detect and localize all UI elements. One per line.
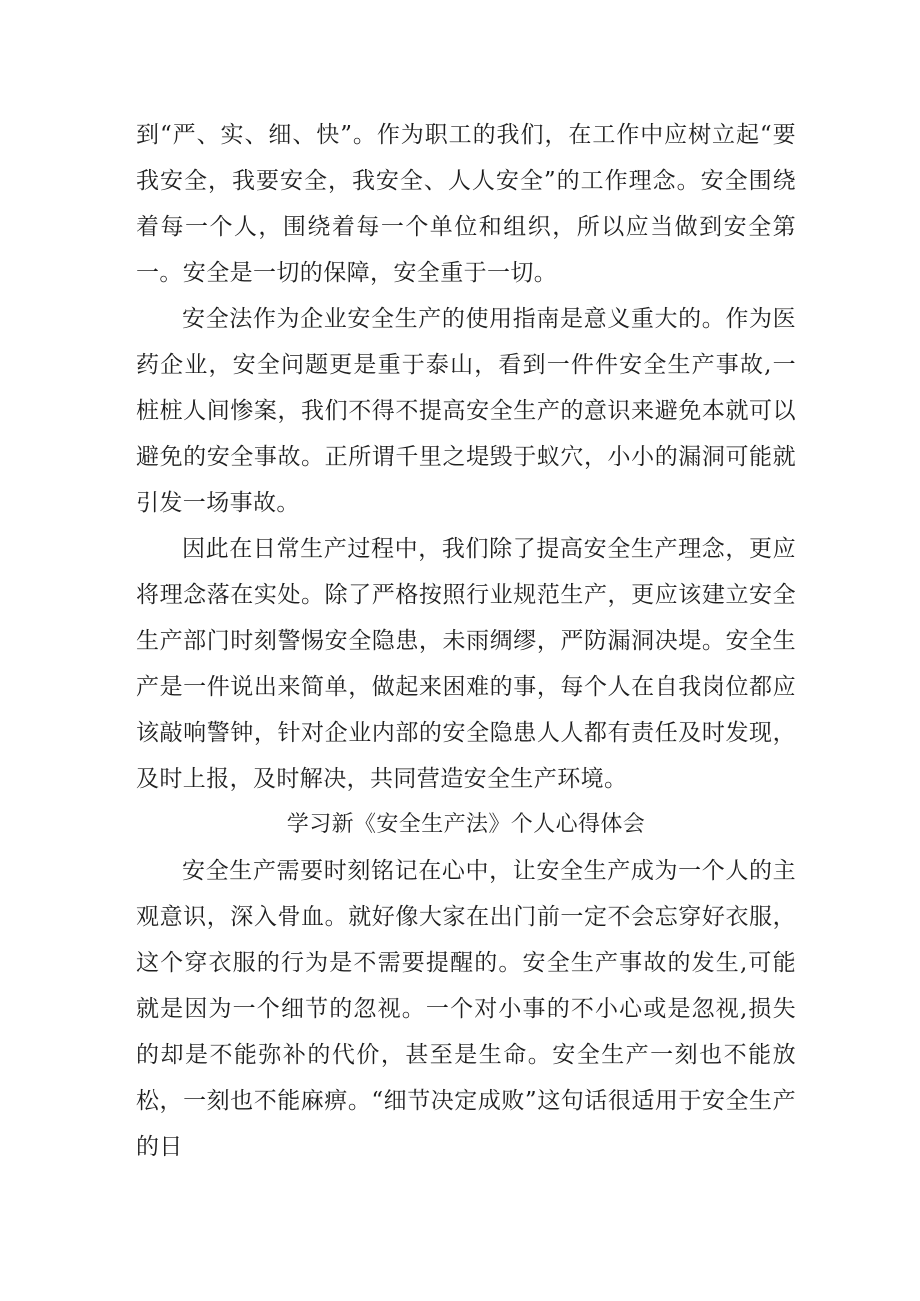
paragraph-safety-awareness: 安全生产需要时刻铭记在心中，让安全生产成为一个人的主观意识，深入骨血。就好像大家在出门前一定不会忘穿好衣服，这个穿衣服的行为是不需要提醒的。安全生产事故的发生,可能就是因为一个细节的忽视。一个对小事的不小心或是忽视,损失的却是不能弥补的代价，甚至是生命。安全生产一刻也不能放松，一刻也不能麻痹。“细节决定成败”这句话很适用于安全生产的日 [136, 858, 796, 1160]
paragraph-daily-production: 因此在日常生产过程中，我们除了提高安全生产理念，更应将理念落在实处。除了严格按照行业规范生产，更应该建立安全生产部门时刻警惕安全隐患，未雨绸缪，严防漏洞决堤。安全生产是一件说出来简单，做起来困难的事，每个人在自我岗位都应该敲响警钟，针对企业内部的安全隐患人人都有责任及时发现，及时上报，及时解决，共同营造安全生产环境。 [136, 536, 796, 792]
paragraph-continued: 到“严、实、细、快”。作为职工的我们，在工作中应树立起“要我安全，我要安全，我安全、人人安全”的工作理念。安全围绕着每一个人，围绕着每一个单位和组织，所以应当做到安全第一。安全是一切的保障，安全重于一切。 [136, 122, 796, 286]
paragraph-safety-law: 安全法作为企业安全生产的使用指南是意义重大的。作为医药企业，安全问题更是重于泰山，看到一件件安全生产事故,一桩桩人间惨案，我们不得不提高安全生产的意识来避免本就可以避免的安全事故。正所谓千里之堤毁于蚁穴，小小的漏洞可能就引发一场事故。 [136, 306, 796, 516]
document-body [136, 112, 796, 1170]
section-heading: 学习新《安全生产法》个人心得体会 [286, 812, 646, 837]
